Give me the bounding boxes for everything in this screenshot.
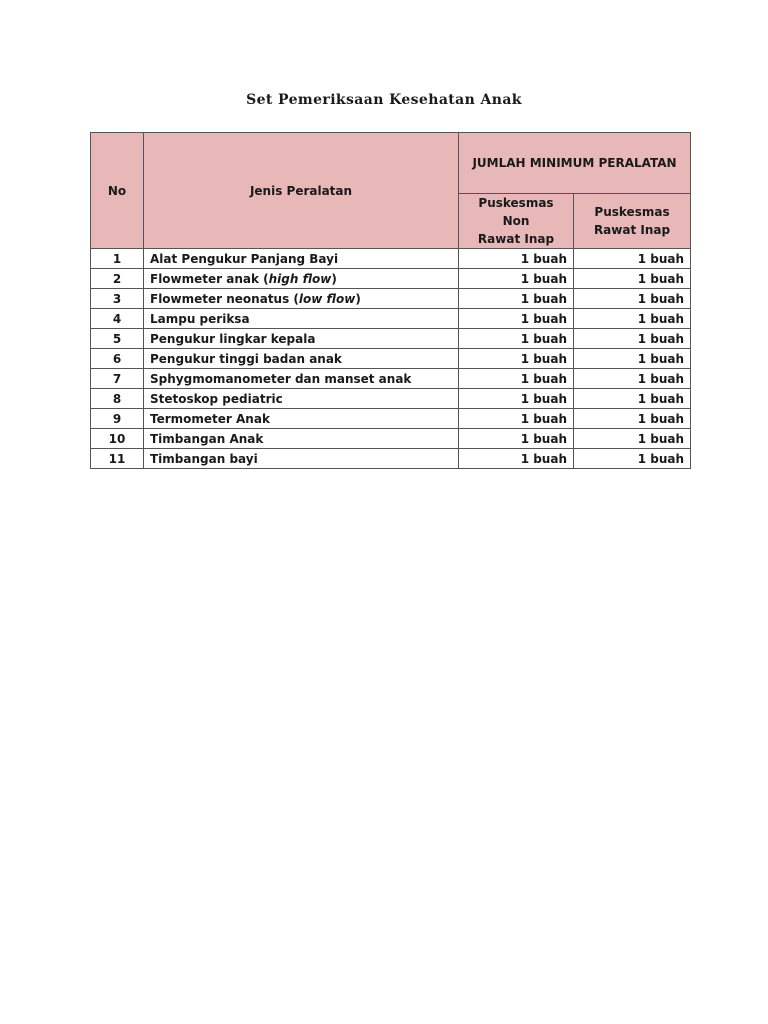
- qty-inpatient: 1 buah: [574, 409, 691, 429]
- equipment-name: [144, 289, 459, 309]
- table-row: [91, 249, 691, 269]
- qty-inpatient: 1 buah: [574, 369, 691, 389]
- table-row: [91, 349, 691, 369]
- equipment-name-text: Flowmeter neonatus (: [150, 291, 299, 306]
- row-number: 4: [91, 309, 144, 329]
- header-inpatient-line2: Rawat Inap: [593, 223, 671, 237]
- equipment-name-suffix: ): [331, 271, 337, 286]
- equipment-name-text: Alat Pengukur Panjang Bayi: [150, 251, 339, 266]
- table-row: [91, 309, 691, 329]
- equipment-name-text: Flowmeter anak (: [150, 271, 269, 286]
- table-row: [91, 269, 691, 289]
- equipment-name: [144, 349, 459, 369]
- equipment-name: [144, 249, 459, 269]
- equipment-name-text: Pengukur lingkar kepala: [150, 331, 316, 346]
- equipment-name-suffix: ): [355, 291, 361, 306]
- row-number: 3: [91, 289, 144, 309]
- header-non-inpatient-line2: Rawat Inap: [477, 232, 555, 246]
- table-header: [91, 133, 691, 249]
- equipment-name: [144, 329, 459, 349]
- row-number: 8: [91, 389, 144, 409]
- qty-non-inpatient: 1 buah: [459, 389, 574, 409]
- equipment-name-italic: high flow: [268, 271, 332, 286]
- equipment-table: [90, 132, 691, 469]
- table-row: [91, 449, 691, 469]
- equipment-name-text: Termometer Anak: [150, 411, 270, 426]
- qty-inpatient: 1 buah: [574, 269, 691, 289]
- table-row: [91, 369, 691, 389]
- row-number: 6: [91, 349, 144, 369]
- header-non-inpatient: [459, 194, 574, 249]
- qty-non-inpatient: 1 buah: [459, 269, 574, 289]
- qty-non-inpatient: 1 buah: [459, 369, 574, 389]
- row-number: 9: [91, 409, 144, 429]
- row-number: 2: [91, 269, 144, 289]
- equipment-name-text: Timbangan bayi: [150, 451, 258, 466]
- row-number: 1: [91, 249, 144, 269]
- qty-non-inpatient: 1 buah: [459, 309, 574, 329]
- table-row: [91, 289, 691, 309]
- equipment-name-text: Stetoskop pediatric: [150, 391, 283, 406]
- row-number: 10: [91, 429, 144, 449]
- qty-non-inpatient: 1 buah: [459, 249, 574, 269]
- qty-inpatient: 1 buah: [574, 429, 691, 449]
- table-row: [91, 429, 691, 449]
- table-row: [91, 389, 691, 409]
- qty-inpatient: 1 buah: [574, 249, 691, 269]
- qty-non-inpatient: 1 buah: [459, 289, 574, 309]
- qty-inpatient: 1 buah: [574, 349, 691, 369]
- qty-inpatient: 1 buah: [574, 289, 691, 309]
- table-row: [91, 409, 691, 429]
- equipment-name-text: Timbangan Anak: [150, 431, 264, 446]
- header-non-inpatient-line1: Puskesmas Non: [478, 196, 554, 228]
- header-minimum-quantity: JUMLAH MINIMUM PERALATAN: [459, 133, 691, 194]
- equipment-name-text: Pengukur tinggi badan anak: [150, 351, 342, 366]
- page-title: Set Pemeriksaan Kesehatan Anak: [246, 92, 522, 108]
- row-number: 11: [91, 449, 144, 469]
- header-equipment-type: Jenis Peralatan: [144, 133, 459, 249]
- equipment-name: [144, 429, 459, 449]
- equipment-name: [144, 449, 459, 469]
- qty-inpatient: 1 buah: [574, 309, 691, 329]
- header-no: No: [91, 133, 144, 249]
- qty-inpatient: 1 buah: [574, 449, 691, 469]
- equipment-name: [144, 409, 459, 429]
- equipment-name: [144, 369, 459, 389]
- qty-inpatient: 1 buah: [574, 329, 691, 349]
- equipment-name: [144, 269, 459, 289]
- qty-non-inpatient: 1 buah: [459, 329, 574, 349]
- qty-non-inpatient: 1 buah: [459, 429, 574, 449]
- qty-non-inpatient: 1 buah: [459, 449, 574, 469]
- qty-non-inpatient: 1 buah: [459, 349, 574, 369]
- header-row-top: [91, 133, 691, 194]
- equipment-name: [144, 309, 459, 329]
- equipment-name-text: Sphygmomanometer dan manset anak: [150, 371, 412, 386]
- header-inpatient: [574, 194, 691, 249]
- table-body: [91, 249, 691, 469]
- qty-non-inpatient: 1 buah: [459, 409, 574, 429]
- header-inpatient-line1: Puskesmas: [594, 205, 670, 219]
- table-row: [91, 329, 691, 349]
- equipment-name-italic: low flow: [298, 291, 356, 306]
- row-number: 7: [91, 369, 144, 389]
- row-number: 5: [91, 329, 144, 349]
- equipment-name-text: Lampu periksa: [150, 311, 250, 326]
- qty-inpatient: 1 buah: [574, 389, 691, 409]
- equipment-name: [144, 389, 459, 409]
